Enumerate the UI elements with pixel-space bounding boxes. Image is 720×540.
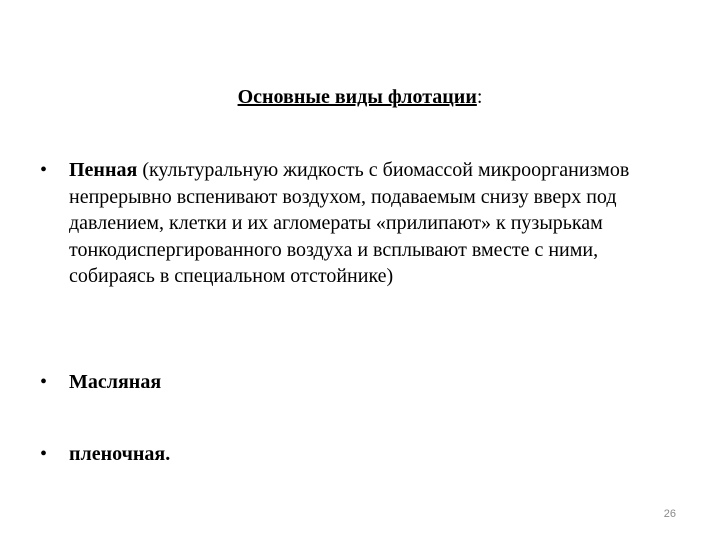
bullet-heading-foam: Пенная — [69, 159, 138, 181]
bullet-body — [69, 441, 680, 468]
bullet-item-oil — [40, 369, 680, 396]
bullet-heading-film: пленочная. — [69, 443, 171, 465]
slide-title-colon: : — [476, 86, 483, 108]
bullet-item-film — [40, 441, 680, 468]
bullet-heading-oil: Масляная — [69, 371, 162, 393]
slide-title-text: Основные виды флотации — [237, 86, 477, 108]
bullet-marker: • — [40, 159, 48, 181]
bullet-marker: • — [40, 443, 48, 465]
page-number: 26 — [663, 508, 676, 520]
bullet-marker: • — [40, 371, 48, 393]
bullet-body — [69, 157, 680, 290]
slide-title — [0, 86, 720, 109]
bullet-body — [69, 369, 680, 396]
bullet-description-foam: (культуральную жидкость с биомассой микроорганизмов непрерывно вспенивают воздухом, подаваемым снизу вверх под давлением, клетки и их агломераты «прилипают» к пузырькам тонкодиспергированного воздуха и всплывают вместе с ними, собираясь в специальном отстойнике) — [69, 159, 630, 287]
bullet-item-foam — [40, 157, 680, 290]
